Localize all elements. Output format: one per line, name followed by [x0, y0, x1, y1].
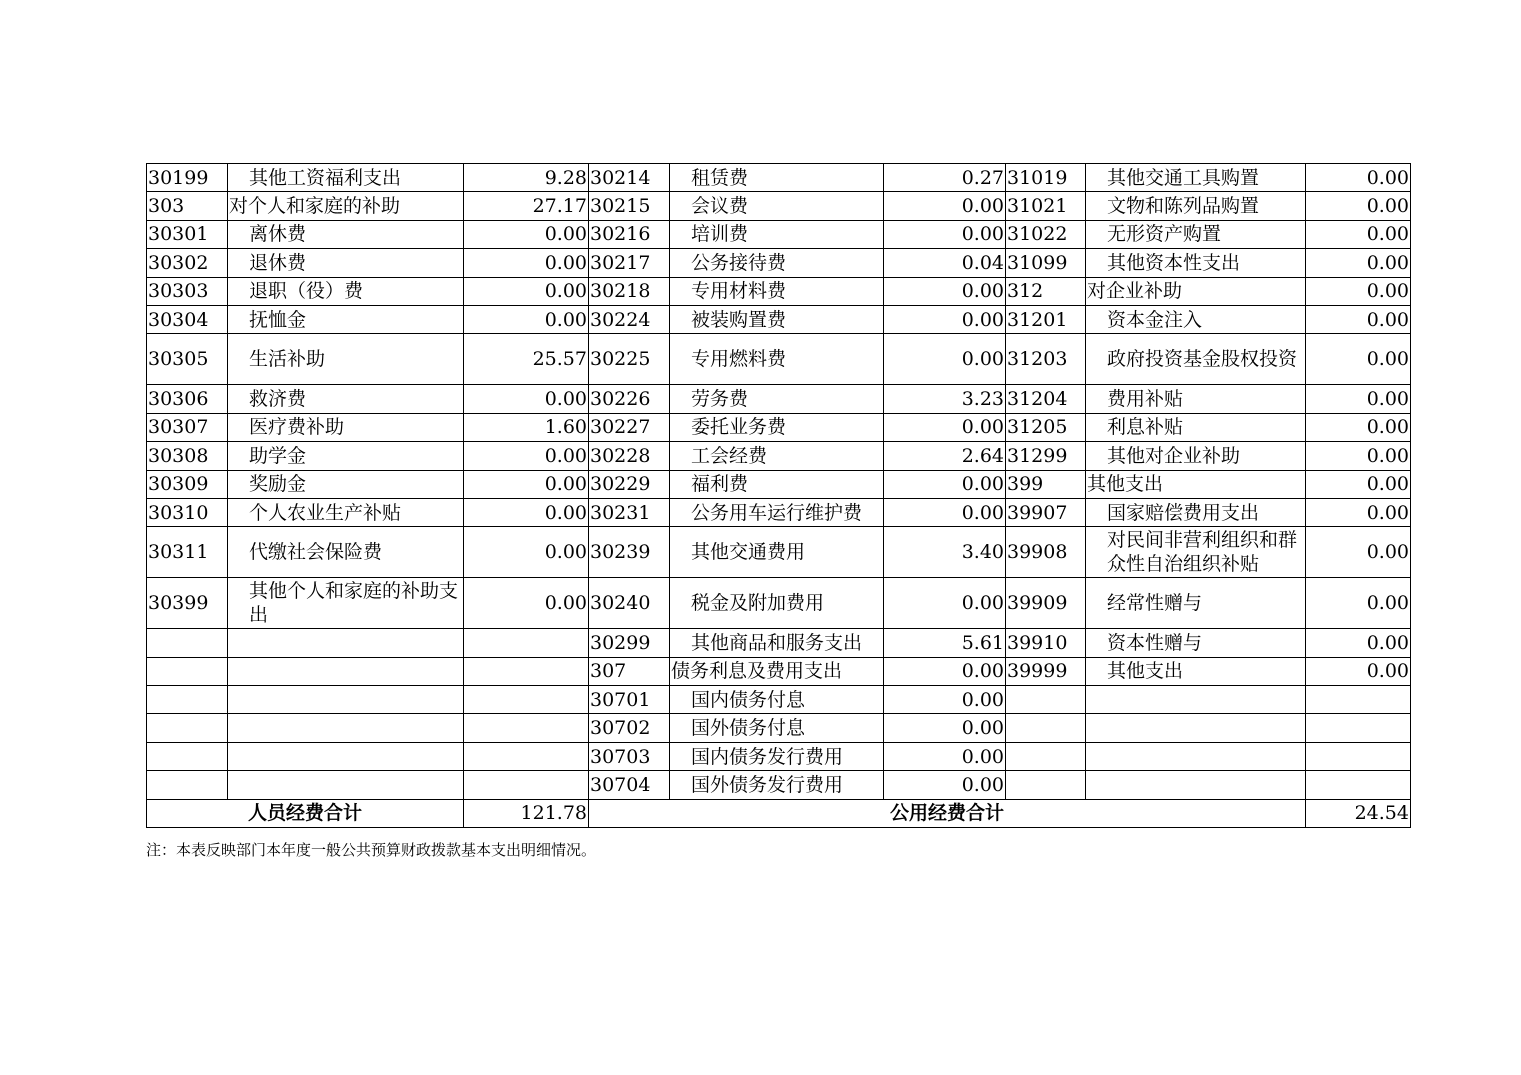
code-cell: 399: [1006, 470, 1086, 498]
name-cell: [1086, 742, 1306, 770]
value-cell: 0.00: [884, 220, 1006, 248]
value-cell: 0.00: [1306, 277, 1411, 305]
code-cell: 30225: [589, 334, 670, 385]
value-cell: 0.00: [884, 277, 1006, 305]
name-cell: 对个人和家庭的补助: [228, 192, 464, 220]
table-row: [147, 470, 1411, 498]
value-cell: [1306, 771, 1411, 799]
code-cell: 31019: [1006, 164, 1086, 192]
code-cell: 31021: [1006, 192, 1086, 220]
value-cell: 25.57: [464, 334, 589, 385]
name-cell: [1086, 771, 1306, 799]
value-cell: 0.00: [464, 498, 589, 526]
name-cell: [228, 714, 464, 742]
value-cell: 3.40: [884, 527, 1006, 578]
table-row: [147, 578, 1411, 629]
value-cell: 0.00: [464, 527, 589, 578]
name-cell: 其他商品和服务支出: [670, 629, 884, 657]
code-cell: 30311: [147, 527, 228, 578]
value-cell: 27.17: [464, 192, 589, 220]
name-cell: [228, 686, 464, 714]
value-cell: 0.00: [884, 192, 1006, 220]
code-cell: 30309: [147, 470, 228, 498]
value-cell: 3.23: [884, 385, 1006, 413]
code-cell: 30229: [589, 470, 670, 498]
name-cell: 被装购置费: [670, 305, 884, 333]
code-cell: 307: [589, 657, 670, 685]
code-cell: 31205: [1006, 413, 1086, 441]
code-cell: 30214: [589, 164, 670, 192]
personnel-total-label: 人员经费合计: [147, 799, 464, 827]
table-row: [147, 657, 1411, 685]
code-cell: 30399: [147, 578, 228, 629]
totals-row: [147, 799, 1411, 827]
code-cell: 30228: [589, 442, 670, 470]
name-cell: 费用补贴: [1086, 385, 1306, 413]
name-cell: 政府投资基金股权投资: [1086, 334, 1306, 385]
name-cell: 国外债务发行费用: [670, 771, 884, 799]
code-cell: 31203: [1006, 334, 1086, 385]
code-cell: 30307: [147, 413, 228, 441]
table-row: [147, 742, 1411, 770]
value-cell: 0.00: [464, 442, 589, 470]
code-cell: 30216: [589, 220, 670, 248]
value-cell: 0.00: [1306, 578, 1411, 629]
code-cell: 30704: [589, 771, 670, 799]
code-cell: 30227: [589, 413, 670, 441]
value-cell: 0.00: [1306, 629, 1411, 657]
value-cell: 5.61: [884, 629, 1006, 657]
value-cell: 0.00: [464, 277, 589, 305]
value-cell: [464, 657, 589, 685]
name-cell: 对企业补助: [1086, 277, 1306, 305]
table-row: [147, 385, 1411, 413]
value-cell: 1.60: [464, 413, 589, 441]
value-cell: 0.00: [1306, 413, 1411, 441]
code-cell: 30702: [589, 714, 670, 742]
value-cell: 0.00: [884, 686, 1006, 714]
code-cell: 39910: [1006, 629, 1086, 657]
code-cell: 39909: [1006, 578, 1086, 629]
code-cell: 31299: [1006, 442, 1086, 470]
value-cell: [464, 742, 589, 770]
public-total-label: 公用经费合计: [589, 799, 1306, 827]
value-cell: 0.00: [1306, 442, 1411, 470]
table-row: [147, 629, 1411, 657]
value-cell: 0.00: [884, 334, 1006, 385]
code-cell: 39907: [1006, 498, 1086, 526]
name-cell: 其他对企业补助: [1086, 442, 1306, 470]
value-cell: 0.00: [464, 220, 589, 248]
value-cell: [464, 714, 589, 742]
name-cell: 税金及附加费用: [670, 578, 884, 629]
code-cell: 39999: [1006, 657, 1086, 685]
value-cell: 0.00: [884, 470, 1006, 498]
table-row: [147, 498, 1411, 526]
table-row: [147, 164, 1411, 192]
table-row: [147, 192, 1411, 220]
name-cell: 奖励金: [228, 470, 464, 498]
code-cell: 30239: [589, 527, 670, 578]
name-cell: 文物和陈列品购置: [1086, 192, 1306, 220]
name-cell: 经常性赠与: [1086, 578, 1306, 629]
code-cell: 30215: [589, 192, 670, 220]
table-row: [147, 277, 1411, 305]
value-cell: 0.27: [884, 164, 1006, 192]
name-cell: 委托业务费: [670, 413, 884, 441]
code-cell: [147, 686, 228, 714]
name-cell: [1086, 686, 1306, 714]
code-cell: 30240: [589, 578, 670, 629]
value-cell: 0.00: [464, 578, 589, 629]
code-cell: 31099: [1006, 249, 1086, 277]
name-cell: 资本金注入: [1086, 305, 1306, 333]
name-cell: 其他资本性支出: [1086, 249, 1306, 277]
name-cell: 专用燃料费: [670, 334, 884, 385]
table-row: [147, 686, 1411, 714]
name-cell: 其他工资福利支出: [228, 164, 464, 192]
value-cell: 0.00: [1306, 385, 1411, 413]
value-cell: 2.64: [884, 442, 1006, 470]
code-cell: 31022: [1006, 220, 1086, 248]
code-cell: 30226: [589, 385, 670, 413]
name-cell: 国外债务付息: [670, 714, 884, 742]
name-cell: 福利费: [670, 470, 884, 498]
code-cell: [1006, 686, 1086, 714]
value-cell: [464, 771, 589, 799]
value-cell: [1306, 742, 1411, 770]
value-cell: 0.00: [884, 771, 1006, 799]
table-row: [147, 771, 1411, 799]
value-cell: 0.00: [1306, 192, 1411, 220]
code-cell: 30303: [147, 277, 228, 305]
name-cell: 个人农业生产补贴: [228, 498, 464, 526]
table-row: [147, 249, 1411, 277]
code-cell: 31201: [1006, 305, 1086, 333]
table-row: [147, 442, 1411, 470]
value-cell: 0.00: [1306, 657, 1411, 685]
value-cell: 0.00: [884, 498, 1006, 526]
name-cell: 医疗费补助: [228, 413, 464, 441]
code-cell: [147, 714, 228, 742]
table-row: [147, 413, 1411, 441]
name-cell: 其他支出: [1086, 470, 1306, 498]
value-cell: 0.00: [464, 305, 589, 333]
name-cell: [228, 771, 464, 799]
code-cell: 30231: [589, 498, 670, 526]
value-cell: 0.00: [884, 305, 1006, 333]
name-cell: 对民间非营利组织和群众性自治组织补贴: [1086, 527, 1306, 578]
code-cell: 31204: [1006, 385, 1086, 413]
value-cell: 0.00: [884, 578, 1006, 629]
name-cell: 代缴社会保险费: [228, 527, 464, 578]
code-cell: 30302: [147, 249, 228, 277]
table-row: [147, 305, 1411, 333]
name-cell: [228, 657, 464, 685]
name-cell: 助学金: [228, 442, 464, 470]
value-cell: 0.04: [884, 249, 1006, 277]
code-cell: 30703: [589, 742, 670, 770]
value-cell: 0.00: [884, 714, 1006, 742]
name-cell: 债务利息及费用支出: [670, 657, 884, 685]
name-cell: 国内债务发行费用: [670, 742, 884, 770]
code-cell: 303: [147, 192, 228, 220]
name-cell: 公务接待费: [670, 249, 884, 277]
name-cell: 资本性赠与: [1086, 629, 1306, 657]
name-cell: 国内债务付息: [670, 686, 884, 714]
value-cell: 0.00: [1306, 527, 1411, 578]
name-cell: 其他个人和家庭的补助支出: [228, 578, 464, 629]
name-cell: [228, 742, 464, 770]
name-cell: 利息补贴: [1086, 413, 1306, 441]
name-cell: 工会经费: [670, 442, 884, 470]
name-cell: 国家赔偿费用支出: [1086, 498, 1306, 526]
code-cell: [147, 657, 228, 685]
name-cell: 其他交通工具购置: [1086, 164, 1306, 192]
table-row: [147, 334, 1411, 385]
name-cell: 无形资产购置: [1086, 220, 1306, 248]
name-cell: [1086, 714, 1306, 742]
code-cell: [147, 771, 228, 799]
name-cell: 退职（役）费: [228, 277, 464, 305]
code-cell: 39908: [1006, 527, 1086, 578]
personnel-total-value: 121.78: [464, 799, 589, 827]
name-cell: 专用材料费: [670, 277, 884, 305]
value-cell: 0.00: [1306, 249, 1411, 277]
value-cell: 0.00: [1306, 220, 1411, 248]
code-cell: 30304: [147, 305, 228, 333]
value-cell: 0.00: [1306, 498, 1411, 526]
value-cell: 0.00: [884, 742, 1006, 770]
name-cell: 其他支出: [1086, 657, 1306, 685]
value-cell: [464, 686, 589, 714]
code-cell: 30218: [589, 277, 670, 305]
name-cell: 退休费: [228, 249, 464, 277]
code-cell: 30308: [147, 442, 228, 470]
value-cell: 9.28: [464, 164, 589, 192]
value-cell: 0.00: [1306, 164, 1411, 192]
value-cell: 0.00: [1306, 470, 1411, 498]
name-cell: 抚恤金: [228, 305, 464, 333]
code-cell: 30701: [589, 686, 670, 714]
code-cell: [1006, 742, 1086, 770]
value-cell: 0.00: [464, 249, 589, 277]
code-cell: [1006, 714, 1086, 742]
value-cell: 0.00: [464, 470, 589, 498]
value-cell: [464, 629, 589, 657]
value-cell: 0.00: [884, 413, 1006, 441]
name-cell: 公务用车运行维护费: [670, 498, 884, 526]
value-cell: 0.00: [1306, 305, 1411, 333]
name-cell: 租赁费: [670, 164, 884, 192]
value-cell: 0.00: [464, 385, 589, 413]
value-cell: 0.00: [884, 657, 1006, 685]
code-cell: 30217: [589, 249, 670, 277]
name-cell: 离休费: [228, 220, 464, 248]
budget-detail-table: [146, 163, 1411, 828]
code-cell: 30301: [147, 220, 228, 248]
name-cell: [228, 629, 464, 657]
name-cell: 生活补助: [228, 334, 464, 385]
value-cell: [1306, 686, 1411, 714]
code-cell: 30306: [147, 385, 228, 413]
name-cell: 救济费: [228, 385, 464, 413]
code-cell: 30224: [589, 305, 670, 333]
code-cell: 30199: [147, 164, 228, 192]
code-cell: 30310: [147, 498, 228, 526]
table-row: [147, 527, 1411, 578]
name-cell: 培训费: [670, 220, 884, 248]
table-row: [147, 714, 1411, 742]
public-total-value: 24.54: [1306, 799, 1411, 827]
code-cell: 312: [1006, 277, 1086, 305]
table-row: [147, 220, 1411, 248]
code-cell: [1006, 771, 1086, 799]
name-cell: 劳务费: [670, 385, 884, 413]
name-cell: 其他交通费用: [670, 527, 884, 578]
code-cell: [147, 629, 228, 657]
value-cell: [1306, 714, 1411, 742]
value-cell: 0.00: [1306, 334, 1411, 385]
table-note: 注：本表反映部门本年度一般公共预算财政拨款基本支出明细情况。: [146, 841, 597, 859]
name-cell: 会议费: [670, 192, 884, 220]
code-cell: 30305: [147, 334, 228, 385]
code-cell: 30299: [589, 629, 670, 657]
code-cell: [147, 742, 228, 770]
